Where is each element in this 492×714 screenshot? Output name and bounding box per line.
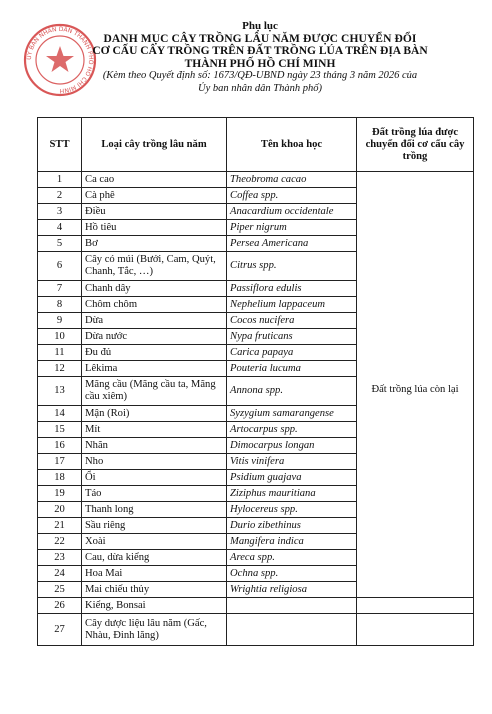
row-stt: 20 bbox=[38, 502, 82, 518]
row-crop-name: Chanh dây bbox=[82, 281, 227, 297]
row-scientific-name: Ochna spp. bbox=[227, 566, 357, 582]
seal-text: ỦY BAN NHÂN DÂN THÀNH PHỐ HỒ CHÍ MINH bbox=[25, 25, 95, 95]
row-stt: 16 bbox=[38, 438, 82, 454]
row-scientific-name: Hylocereus spp. bbox=[227, 502, 357, 518]
row-stt: 27 bbox=[38, 614, 82, 646]
table-header-row bbox=[38, 118, 474, 172]
row-stt: 21 bbox=[38, 518, 82, 534]
row-stt: 15 bbox=[38, 422, 82, 438]
row-stt: 23 bbox=[38, 550, 82, 566]
row-crop-name: Lêkima bbox=[82, 361, 227, 377]
land-type-cell: Đất trồng lúa còn lại bbox=[357, 172, 474, 598]
header-crop-type: Loại cây trồng lâu năm bbox=[82, 118, 227, 172]
row-stt: 14 bbox=[38, 406, 82, 422]
row-stt: 13 bbox=[38, 377, 82, 406]
row-crop-name: Dừa nước bbox=[82, 329, 227, 345]
row-scientific-name: Syzygium samarangense bbox=[227, 406, 357, 422]
row-scientific-name: Nypa fruticans bbox=[227, 329, 357, 345]
row-crop-name: Chôm chôm bbox=[82, 297, 227, 313]
row-stt: 7 bbox=[38, 281, 82, 297]
row-crop-name: Cây có múi (Bưởi, Cam, Quýt, Chanh, Tắc, …) bbox=[82, 252, 227, 281]
row-scientific-name bbox=[227, 614, 357, 646]
appendix-label: Phụ lục bbox=[242, 20, 278, 32]
row-stt: 4 bbox=[38, 220, 82, 236]
row-stt: 25 bbox=[38, 582, 82, 598]
table-row bbox=[38, 614, 474, 646]
header-scientific-name: Tên khoa học bbox=[227, 118, 357, 172]
row-scientific-name: Nephelium lappaceum bbox=[227, 297, 357, 313]
row-crop-name: Hồ tiêu bbox=[82, 220, 227, 236]
row-crop-name: Mít bbox=[82, 422, 227, 438]
title-line-3: THÀNH PHỐ HỒ CHÍ MINH bbox=[184, 57, 336, 70]
row-crop-name: Nhãn bbox=[82, 438, 227, 454]
row-crop-name: Mãng cầu (Mãng cầu ta, Mãng cầu xiêm) bbox=[82, 377, 227, 406]
crop-table bbox=[37, 117, 474, 646]
title-line-2: CƠ CẤU CÂY TRỒNG TRÊN ĐẤT TRỒNG LÚA TRÊN ĐỊA BÀN bbox=[92, 45, 428, 57]
row-scientific-name: Wrightia religiosa bbox=[227, 582, 357, 598]
subtitle-line-2: Ủy ban nhân dân Thành phố) bbox=[198, 82, 322, 94]
row-crop-name: Kiểng, Bonsai bbox=[82, 598, 227, 614]
row-scientific-name: Piper nigrum bbox=[227, 220, 357, 236]
row-stt: 3 bbox=[38, 204, 82, 220]
row-crop-name: Thanh long bbox=[82, 502, 227, 518]
row-stt: 1 bbox=[38, 172, 82, 188]
row-crop-name: Táo bbox=[82, 486, 227, 502]
row-scientific-name: Vitis vinifera bbox=[227, 454, 357, 470]
header-stt: STT bbox=[38, 118, 82, 172]
row-scientific-name: Citrus spp. bbox=[227, 252, 357, 281]
row-crop-name: Nho bbox=[82, 454, 227, 470]
row-stt: 17 bbox=[38, 454, 82, 470]
row-stt: 5 bbox=[38, 236, 82, 252]
row-crop-name: Cây dược liệu lâu năm (Gấc, Nhàu, Đinh lăng) bbox=[82, 614, 227, 646]
row-crop-name: Mai chiếu thủy bbox=[82, 582, 227, 598]
document-header bbox=[60, 20, 460, 95]
row-stt: 19 bbox=[38, 486, 82, 502]
row-scientific-name: Dimocarpus longan bbox=[227, 438, 357, 454]
row-scientific-name: Durio zibethinus bbox=[227, 518, 357, 534]
row-scientific-name: Passiflora edulis bbox=[227, 281, 357, 297]
row-land-type-empty bbox=[357, 614, 474, 646]
row-stt: 9 bbox=[38, 313, 82, 329]
row-stt: 8 bbox=[38, 297, 82, 313]
row-scientific-name: Pouteria lucuma bbox=[227, 361, 357, 377]
row-scientific-name: Ziziphus mauritiana bbox=[227, 486, 357, 502]
row-scientific-name: Anacardium occidentale bbox=[227, 204, 357, 220]
row-stt: 11 bbox=[38, 345, 82, 361]
row-scientific-name: Artocarpus spp. bbox=[227, 422, 357, 438]
title-line-1: DANH MỤC CÂY TRỒNG LÂU NĂM ĐƯỢC CHUYỂN ĐỔI bbox=[103, 32, 417, 45]
row-stt: 24 bbox=[38, 566, 82, 582]
row-stt: 22 bbox=[38, 534, 82, 550]
row-crop-name: Ca cao bbox=[82, 172, 227, 188]
row-crop-name: Xoài bbox=[82, 534, 227, 550]
row-scientific-name: Carica papaya bbox=[227, 345, 357, 361]
row-stt: 10 bbox=[38, 329, 82, 345]
row-crop-name: Cau, dừa kiểng bbox=[82, 550, 227, 566]
row-crop-name: Bơ bbox=[82, 236, 227, 252]
table-body bbox=[38, 172, 474, 646]
row-crop-name: Điều bbox=[82, 204, 227, 220]
row-scientific-name: Annona spp. bbox=[227, 377, 357, 406]
subtitle-line-1: (Kèm theo Quyết định số: 1673/QĐ-UBND ngày 23 tháng 3 năm 2026 của bbox=[102, 70, 418, 81]
header-land-type: Đất trồng lúa được chuyển đổi cơ cấu cây trồng bbox=[357, 118, 474, 172]
row-crop-name: Ổi bbox=[82, 470, 227, 486]
row-scientific-name bbox=[227, 598, 357, 614]
row-scientific-name: Mangifera indica bbox=[227, 534, 357, 550]
row-stt: 26 bbox=[38, 598, 82, 614]
table-row bbox=[38, 172, 474, 188]
row-crop-name: Sầu riêng bbox=[82, 518, 227, 534]
row-scientific-name: Coffea spp. bbox=[227, 188, 357, 204]
row-stt: 12 bbox=[38, 361, 82, 377]
row-crop-name: Hoa Mai bbox=[82, 566, 227, 582]
row-land-type-empty bbox=[357, 598, 474, 614]
row-crop-name: Đu đủ bbox=[82, 345, 227, 361]
row-scientific-name: Psidium guajava bbox=[227, 470, 357, 486]
row-crop-name: Cà phê bbox=[82, 188, 227, 204]
row-scientific-name: Areca spp. bbox=[227, 550, 357, 566]
row-scientific-name: Theobroma cacao bbox=[227, 172, 357, 188]
row-scientific-name: Persea Americana bbox=[227, 236, 357, 252]
row-stt: 2 bbox=[38, 188, 82, 204]
table-row bbox=[38, 598, 474, 614]
row-stt: 18 bbox=[38, 470, 82, 486]
row-crop-name: Dừa bbox=[82, 313, 227, 329]
row-stt: 6 bbox=[38, 252, 82, 281]
row-scientific-name: Cocos nucifera bbox=[227, 313, 357, 329]
row-crop-name: Mận (Roi) bbox=[82, 406, 227, 422]
